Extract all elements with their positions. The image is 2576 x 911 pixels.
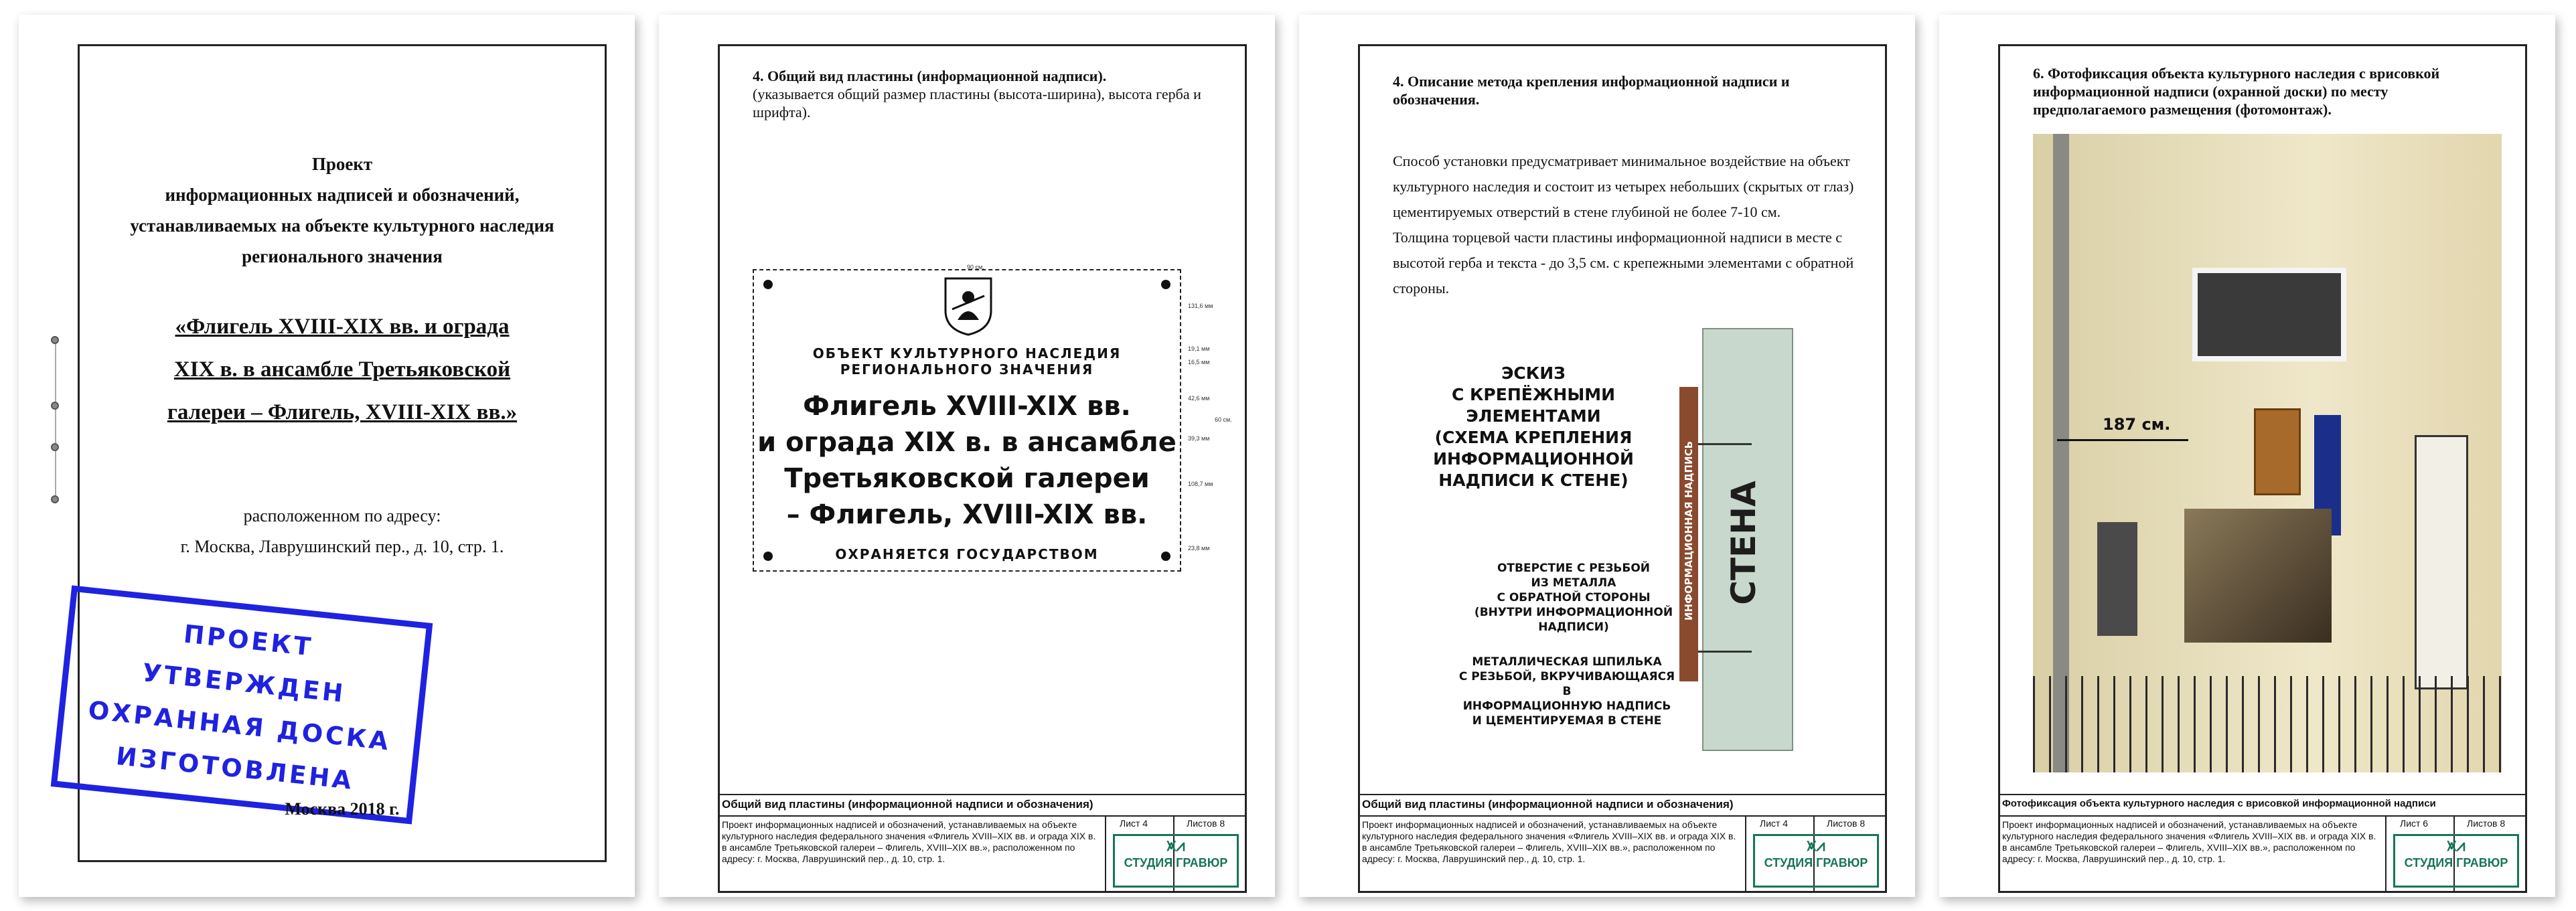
title-block bbox=[1998, 794, 2527, 893]
divider bbox=[2385, 815, 2386, 893]
page-4-photo bbox=[1939, 15, 2555, 897]
window bbox=[2192, 268, 2346, 361]
heading-bold: 4. Общий вид пластины (информационной надписи). bbox=[753, 68, 1107, 84]
shop-sign bbox=[2415, 435, 2468, 689]
width-dimension: 90 см. bbox=[967, 264, 984, 270]
plate-side-label: ИНФОРМАЦИОННАЯ НАДПИСЬ bbox=[1683, 440, 1695, 621]
name-line: галереи – Флигель, XVIII-XIX вв.» bbox=[167, 400, 518, 424]
sketch-title-line: ЭЛЕМЕНТАМИ bbox=[1466, 406, 1601, 426]
title-line: устанавливаемых на объекте культурного наследия bbox=[130, 216, 554, 236]
label-line: ИЗ МЕТАЛЛА bbox=[1531, 576, 1616, 590]
sketch-title-line: НАДПИСИ К СТЕНЕ) bbox=[1438, 471, 1628, 490]
section-heading bbox=[1393, 72, 1875, 108]
logo-text: СТУДИЯ ГРАВЮР bbox=[1124, 856, 1228, 869]
dimension-label: 23,8 мм bbox=[1188, 545, 1210, 552]
title-block-description: Проект информационных надписей и обозначений, устанавливаемых на объекте культурного наследия федерального значения «Флигель XVIII–XIX вв. и ограда XIX в. в ансамбле Третьяковской галереи – Флигель, XVIII–XIX вв.», расположенном по адресу: г. Москва, Лаврушинский пер., д. 10, стр. 1. bbox=[2002, 819, 2376, 864]
sheet-total: Листов 8 bbox=[1827, 818, 1866, 829]
heading-bold: 6. Фотофиксация объекта культурного наследия с врисовкой информационной надписи (охранной доски) по месту предполагаемого размещения (фотомонтаж). bbox=[2033, 65, 2440, 118]
paragraph: Способ установки предусматривает минимальное воздействие на объект культурного наследия и состоит из четырех небольших (скрытых от глаз) цементируемых отверстий в стене глубиной не более 7-10 см. bbox=[1393, 153, 1854, 220]
heading-bold: 4. Описание метода крепления информационной надписи и обозначения. bbox=[1393, 73, 1790, 108]
name-line: XIX в. в ансамбле Третьяковской bbox=[173, 357, 511, 382]
sheet-number: Лист 4 bbox=[1120, 818, 1148, 829]
sketch-title bbox=[1416, 363, 1651, 491]
address bbox=[78, 501, 607, 562]
title-block bbox=[718, 794, 1247, 893]
sketch-title-line: С КРЕПЁЖНЫМИ bbox=[1451, 385, 1616, 404]
title-block-title: Фотофиксация объекта культурного наследия с врисовкой информационной надписи bbox=[2002, 798, 2436, 809]
pin bbox=[1698, 651, 1752, 653]
title-line: Проект bbox=[311, 154, 373, 174]
plate-main-text bbox=[754, 388, 1180, 533]
plate-main-line: Третьяковской галереи bbox=[784, 463, 1150, 494]
binding-hole bbox=[51, 495, 59, 503]
logo-mark-icon: ⩙⩘ bbox=[1166, 837, 1185, 855]
screw-icon bbox=[763, 280, 773, 289]
label-line: С ОБРАТНОЙ СТОРОНЫ bbox=[1497, 591, 1651, 604]
binding-hole bbox=[51, 336, 59, 344]
photo-dimension: 187 см. bbox=[2103, 415, 2171, 434]
project-title bbox=[78, 149, 607, 272]
dimension-label: 131,6 мм bbox=[1188, 303, 1213, 309]
divider bbox=[1358, 815, 1887, 817]
sheet-total: Листов 8 bbox=[1187, 818, 1225, 829]
label-line: (ВНУТРИ ИНФОРМАЦИОННОЙ bbox=[1474, 606, 1673, 619]
title-block bbox=[1358, 794, 1887, 893]
label-line: ОТВЕРСТИЕ С РЕЗЬБОЙ bbox=[1497, 562, 1651, 575]
stamp-line: ИЗГОТОВЛЕНА bbox=[115, 741, 356, 796]
stamp-line: ОХРАННАЯ ДОСКА bbox=[86, 695, 392, 756]
divider bbox=[1998, 815, 2527, 817]
railing bbox=[2033, 676, 2502, 772]
address-line: г. Москва, Лаврушинский пер., д. 10, стр. 1. bbox=[180, 537, 504, 556]
page-1-cover bbox=[19, 15, 635, 897]
plate-line-2: РЕГИОНАЛЬНОГО ЗНАЧЕНИЯ bbox=[840, 361, 1094, 378]
divider bbox=[1105, 815, 1106, 893]
logo-mark-icon: ⩙⩘ bbox=[2447, 837, 2466, 855]
title-block-description: Проект информационных надписей и обозначений, устанавливаемых на объекте культурного наследия федерального значения «Флигель XVIII–XIX вв. и ограда XIX в. в ансамбле Третьяковской галереи – Флигель, XVIII–XIX вв.», расположенном по адресу: г. Москва, Лаврушинский пер., д. 10, стр. 1. bbox=[1362, 819, 1736, 864]
address-line: расположенном по адресу: bbox=[243, 506, 441, 525]
wall bbox=[1702, 328, 1793, 751]
pin-label bbox=[1453, 655, 1681, 728]
binding-thread bbox=[55, 336, 56, 503]
window bbox=[2097, 522, 2137, 636]
plate-main-line: и ограда XIX в. в ансамбле bbox=[757, 427, 1177, 458]
page-3-mounting bbox=[1299, 15, 1915, 897]
title-block-title: Общий вид пластины (информационной надписи и обозначения) bbox=[722, 798, 1093, 811]
title-block-description: Проект информационных надписей и обозначений, устанавливаемых на объекте культурного наследия федерального значения «Флигель XVIII–XIX вв. и ограда XIX в. в ансамбле Третьяковской галереи – Флигель, XVIII–XIX вв.», расположенном по адресу: г. Москва, Лаврушинский пер., д. 10, стр. 1. bbox=[722, 819, 1096, 864]
wall-label: СТЕНА bbox=[1724, 481, 1763, 605]
title-block-title: Общий вид пластины (информационной надписи и обозначения) bbox=[1362, 798, 1734, 811]
label-line: И ЦЕМЕНТИРУЕМАЯ В СТЕНЕ bbox=[1472, 714, 1662, 728]
object-name bbox=[78, 305, 607, 434]
label-line: НАДПИСИ) bbox=[1538, 620, 1609, 634]
divider bbox=[1745, 815, 1746, 893]
poster bbox=[2184, 509, 2332, 643]
sheet-number: Лист 4 bbox=[1760, 818, 1789, 829]
label-line: МЕТАЛЛИЧЕСКАЯ ШПИЛЬКА bbox=[1472, 655, 1662, 669]
width-arrow bbox=[2057, 439, 2188, 441]
sheet-number: Лист 6 bbox=[2400, 818, 2429, 829]
studio-logo bbox=[1113, 834, 1239, 888]
method-description bbox=[1393, 149, 1862, 301]
dimension-label: 42,6 мм bbox=[1188, 395, 1210, 402]
plate-side-view bbox=[1679, 387, 1698, 681]
section-heading bbox=[2033, 64, 2475, 118]
city-year: Москва 2018 г. bbox=[285, 799, 400, 819]
dimension-label: 19,1 мм bbox=[1188, 345, 1210, 352]
plate-drawing bbox=[753, 269, 1181, 572]
logo-text: СТУДИЯ ГРАВЮР bbox=[2404, 856, 2508, 869]
sketch-title-line: (СХЕМА КРЕПЛЕНИЯ bbox=[1434, 428, 1633, 447]
studio-logo bbox=[1753, 834, 1879, 888]
hole-label bbox=[1473, 561, 1674, 635]
facade-photomontage bbox=[2033, 134, 2502, 772]
heading-text: (указывается общий размер пластины (высота-ширина), высота герба и шрифта). bbox=[753, 86, 1201, 120]
name-line: «Флигель XVIII-XIX вв. и ограда bbox=[175, 315, 510, 339]
sheet-total: Листов 8 bbox=[2467, 818, 2506, 829]
sketch-title-line: ИНФОРМАЦИОННОЙ bbox=[1433, 449, 1634, 469]
memorial-plate bbox=[2254, 408, 2301, 495]
binding-hole bbox=[51, 402, 59, 410]
dimension-label: 39,3 мм bbox=[1188, 435, 1210, 442]
studio-logo bbox=[2393, 834, 2519, 888]
pin bbox=[1698, 443, 1752, 445]
plate-line-1: ОБЪЕКТ КУЛЬТУРНОГО НАСЛЕДИЯ bbox=[812, 345, 1122, 361]
logo-text: СТУДИЯ ГРАВЮР bbox=[1764, 856, 1868, 869]
approval-stamp bbox=[51, 586, 433, 825]
label-line: С РЕЗЬБОЙ, ВКРУЧИВАЮЩАЯСЯ В bbox=[1458, 670, 1675, 698]
logo-mark-icon: ⩙⩘ bbox=[1807, 837, 1825, 855]
page-2-plate-view bbox=[659, 15, 1275, 897]
height-dimension: 60 см. bbox=[1215, 416, 1232, 423]
coat-of-arms-icon bbox=[943, 276, 994, 336]
title-line: информационных надписей и обозначений, bbox=[165, 185, 520, 205]
sketch-title-line: ЭСКИЗ bbox=[1501, 363, 1566, 383]
stamp-line: ПРОЕКТ УТВЕРЖДЕН bbox=[141, 619, 348, 708]
binding-hole bbox=[51, 443, 59, 451]
plate-footer: ОХРАНЯЕТСЯ ГОСУДАРСТВОМ bbox=[835, 546, 1099, 562]
title-line: регионального значения bbox=[242, 246, 443, 266]
screw-icon bbox=[1161, 280, 1170, 289]
section-heading bbox=[753, 67, 1221, 121]
divider bbox=[718, 815, 1247, 817]
paragraph: Толщина торцевой части пластины информационной надписи в месте с высотой герба и текста - до 3,5 см. с крепежными элементами с обратной стороны. bbox=[1393, 229, 1854, 297]
dimension-label: 16,5 мм bbox=[1188, 359, 1210, 365]
plate-main-line: Флигель XVIII-XIX вв. bbox=[803, 391, 1131, 422]
dimension-label: 108,7 мм bbox=[1188, 481, 1213, 487]
plate-main-line: – Флигель, XVIII-XIX вв. bbox=[786, 499, 1148, 530]
label-line: ИНФОРМАЦИОННУЮ НАДПИСЬ bbox=[1462, 699, 1671, 713]
